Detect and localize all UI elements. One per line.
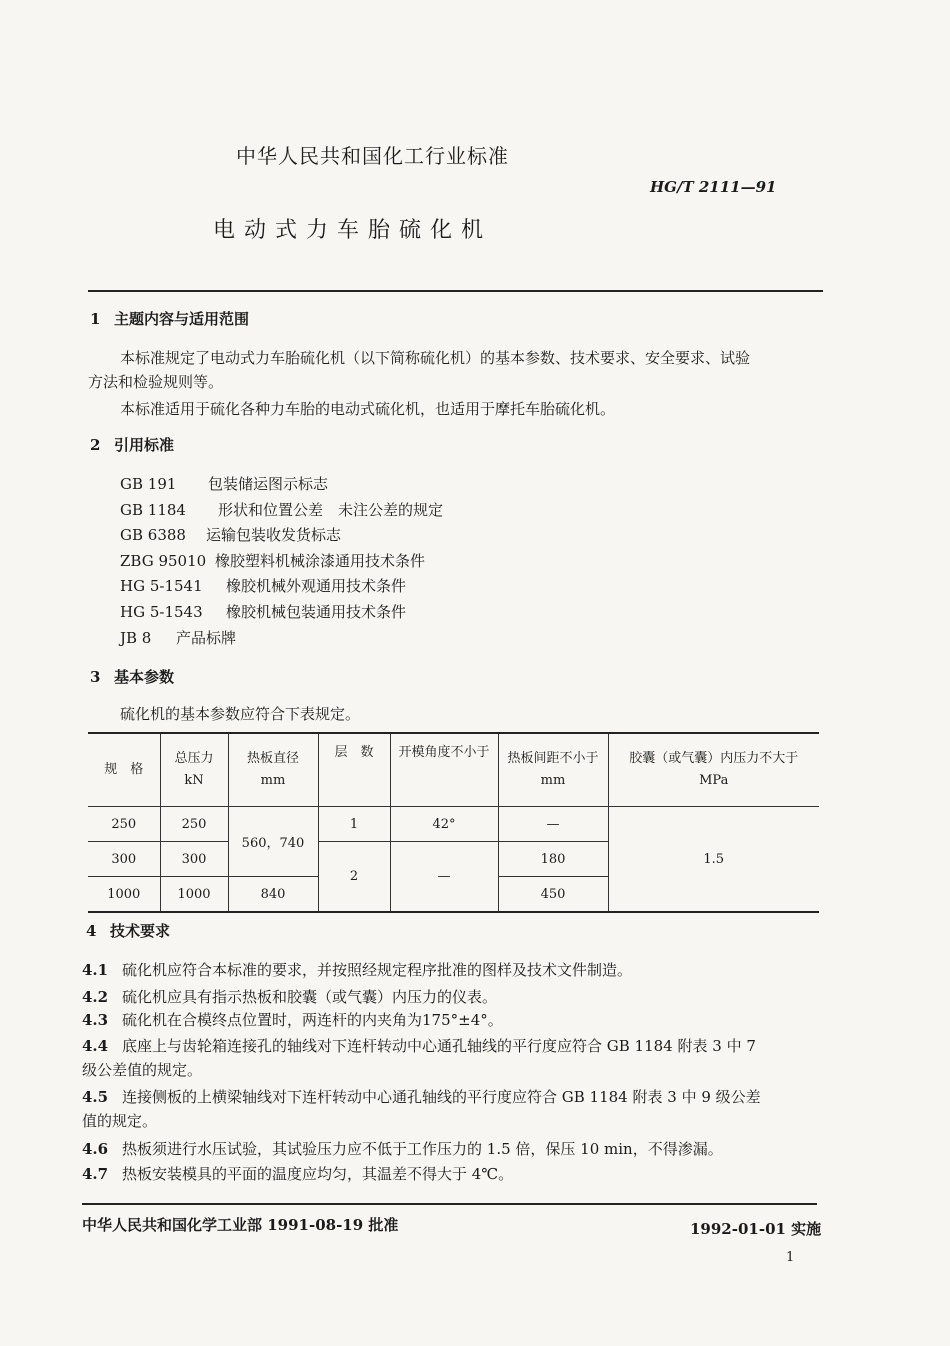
approval-line: 中华人民共和国化学工业部 1991-08-19 批准 xyxy=(82,1216,399,1234)
cell-spec: 1000 xyxy=(88,877,160,913)
section-2-number: 2 xyxy=(90,436,101,454)
reference-code: ZBG 95010 xyxy=(120,551,207,570)
header-diameter-unit: mm xyxy=(260,773,286,788)
page-number: 1 xyxy=(786,1250,795,1265)
cell-angle: 42° xyxy=(390,807,498,842)
requirement-continuation: 值的规定。 xyxy=(82,1112,158,1130)
requirement-number: 4.5 xyxy=(82,1088,109,1106)
requirement-number: 4.1 xyxy=(82,961,109,979)
requirement-text: 底座上与齿轮箱连接孔的轴线对下连杆转动中心通孔轴线的平行度应符合 GB 1184 附表 3 中 7 xyxy=(122,1037,756,1055)
section-1-para-1a: 本标准规定了电动式力车胎硫化机（以下简称硫化机）的基本参数、技术要求、安全要求、试验 xyxy=(120,349,751,367)
header-angle-label: 开模角度不小于 xyxy=(398,745,490,760)
section-3-number: 3 xyxy=(90,668,101,686)
cell-force: 250 xyxy=(160,807,228,842)
requirement-4-4 xyxy=(82,1034,822,1082)
header-gap xyxy=(498,733,608,807)
reference-code: HG 5-1541 xyxy=(120,577,203,596)
reference-code: JB 8 xyxy=(120,628,152,647)
reference-name: 运输包装收发货标志 xyxy=(206,526,342,545)
cell-layers-merged: 2 xyxy=(318,842,390,913)
reference-name: 橡胶塑料机械涂漆通用技术条件 xyxy=(215,551,426,570)
header-pressure-unit: MPa xyxy=(699,773,729,788)
requirement-4-3 xyxy=(82,1008,503,1032)
effective-date: 1992-01-01 实施 xyxy=(690,1220,822,1238)
header-force-label: 总压力 xyxy=(174,751,214,766)
reference-item xyxy=(120,472,443,498)
requirement-4-6 xyxy=(82,1137,723,1161)
cell-force: 1000 xyxy=(160,877,228,913)
requirement-continuation: 级公差值的规定。 xyxy=(82,1061,203,1079)
header-spec xyxy=(88,733,160,807)
section-3-heading xyxy=(90,666,174,687)
reference-code: GB 6388 xyxy=(120,526,186,545)
header-force xyxy=(160,733,228,807)
requirement-number: 4.2 xyxy=(82,988,109,1006)
section-1-para-1b: 方法和检验规则等。 xyxy=(88,373,224,391)
reference-list xyxy=(120,472,443,651)
header-pressure xyxy=(608,733,819,807)
document-title: 电动式力车胎硫化机 xyxy=(213,218,493,243)
cell-spec: 300 xyxy=(88,842,160,877)
header-pressure-label: 胶囊（或气囊）内压力不大于 xyxy=(629,751,799,766)
reference-name: 产品标牌 xyxy=(176,628,237,647)
section-1-para-2: 本标准适用于硫化各种力车胎的电动式硫化机，也适用于摩托车胎硫化机。 xyxy=(120,400,616,418)
section-4-number: 4 xyxy=(86,922,97,940)
reference-name: 包装储运图示标志 xyxy=(208,475,329,493)
parameters-table xyxy=(88,732,819,913)
requirement-number: 4.4 xyxy=(82,1037,109,1055)
requirement-number: 4.7 xyxy=(82,1165,109,1183)
reference-item xyxy=(120,523,443,549)
header-diameter xyxy=(228,733,318,807)
reference-item xyxy=(120,549,443,575)
reference-item xyxy=(120,600,443,626)
header-gap-label: 热板间距不小于 xyxy=(507,751,599,766)
requirement-4-7 xyxy=(82,1162,513,1186)
standard-name: 中华人民共和国化工行业标准 xyxy=(236,144,509,168)
requirement-text: 连接侧板的上横梁轴线对下连杆转动中心通孔轴线的平行度应符合 GB 1184 附表 3 中 9 级公差 xyxy=(122,1088,761,1106)
reference-code: GB 191 xyxy=(120,475,177,493)
reference-code: GB 1184 xyxy=(120,500,186,519)
header-angle xyxy=(390,733,498,807)
requirement-number: 4.3 xyxy=(82,1011,109,1029)
cell-force: 300 xyxy=(160,842,228,877)
section-3-title: 基本参数 xyxy=(114,668,175,686)
header-layers-label: 层 数 xyxy=(334,745,374,760)
standard-code: HG/T 2111—91 xyxy=(650,178,777,196)
footer-rule xyxy=(82,1203,817,1205)
requirement-4-5 xyxy=(82,1085,822,1133)
reference-name: 橡胶机械外观通用技术条件 xyxy=(226,577,407,596)
reference-item xyxy=(120,626,443,652)
cell-diameter: 840 xyxy=(228,877,318,913)
header-spec-label: 规 格 xyxy=(104,762,144,777)
cell-gap: 180 xyxy=(498,842,608,877)
header-layers xyxy=(318,733,390,807)
cell-gap: 450 xyxy=(498,877,608,913)
section-1-heading xyxy=(90,308,249,329)
cell-pressure-merged: 1.5 xyxy=(608,807,819,913)
requirement-4-2 xyxy=(82,985,497,1009)
reference-item xyxy=(120,498,443,524)
table-row xyxy=(88,807,819,842)
section-1-title: 主题内容与适用范围 xyxy=(114,310,250,328)
header-diameter-label: 热板直径 xyxy=(246,751,299,766)
requirement-4-1 xyxy=(82,958,632,982)
cell-layers: 1 xyxy=(318,807,390,842)
requirement-text: 热板须进行水压试验，其试验压力应不低于工作压力的 1.5 倍，保压 10 min，不得渗漏。 xyxy=(122,1140,723,1158)
requirement-text: 硫化机在合模终点位置时，两连杆的内夹角为175°±4°。 xyxy=(122,1011,503,1029)
section-4-title: 技术要求 xyxy=(110,922,171,940)
requirement-number: 4.6 xyxy=(82,1140,109,1158)
cell-diameter-merged: 560，740 xyxy=(228,807,318,877)
section-2-title: 引用标准 xyxy=(114,436,175,454)
cell-spec: 250 xyxy=(88,807,160,842)
reference-name: 橡胶机械包装通用技术条件 xyxy=(226,602,407,621)
requirement-text: 硫化机应符合本标准的要求，并按照经规定程序批准的图样及技术文件制造。 xyxy=(122,961,633,979)
header-force-unit: kN xyxy=(184,773,204,788)
header-rule xyxy=(88,290,823,292)
section-1-number: 1 xyxy=(90,310,101,328)
cell-gap: — xyxy=(498,807,608,842)
requirement-text: 硫化机应具有指示热板和胶囊（或气囊）内压力的仪表。 xyxy=(122,988,498,1006)
header-gap-unit: mm xyxy=(540,773,566,788)
reference-code: HG 5-1543 xyxy=(120,602,203,621)
section-2-heading xyxy=(90,434,174,455)
section-3-intro: 硫化机的基本参数应符合下表规定。 xyxy=(120,705,361,723)
reference-name: 形状和位置公差 未注公差的规定 xyxy=(218,500,444,519)
table-header-row xyxy=(88,733,819,807)
cell-angle-merged: — xyxy=(390,842,498,913)
section-4-heading xyxy=(86,920,170,941)
reference-item xyxy=(120,574,443,600)
requirement-text: 热板安装模具的平面的温度应均匀，其温差不得大于 4℃。 xyxy=(122,1165,514,1183)
